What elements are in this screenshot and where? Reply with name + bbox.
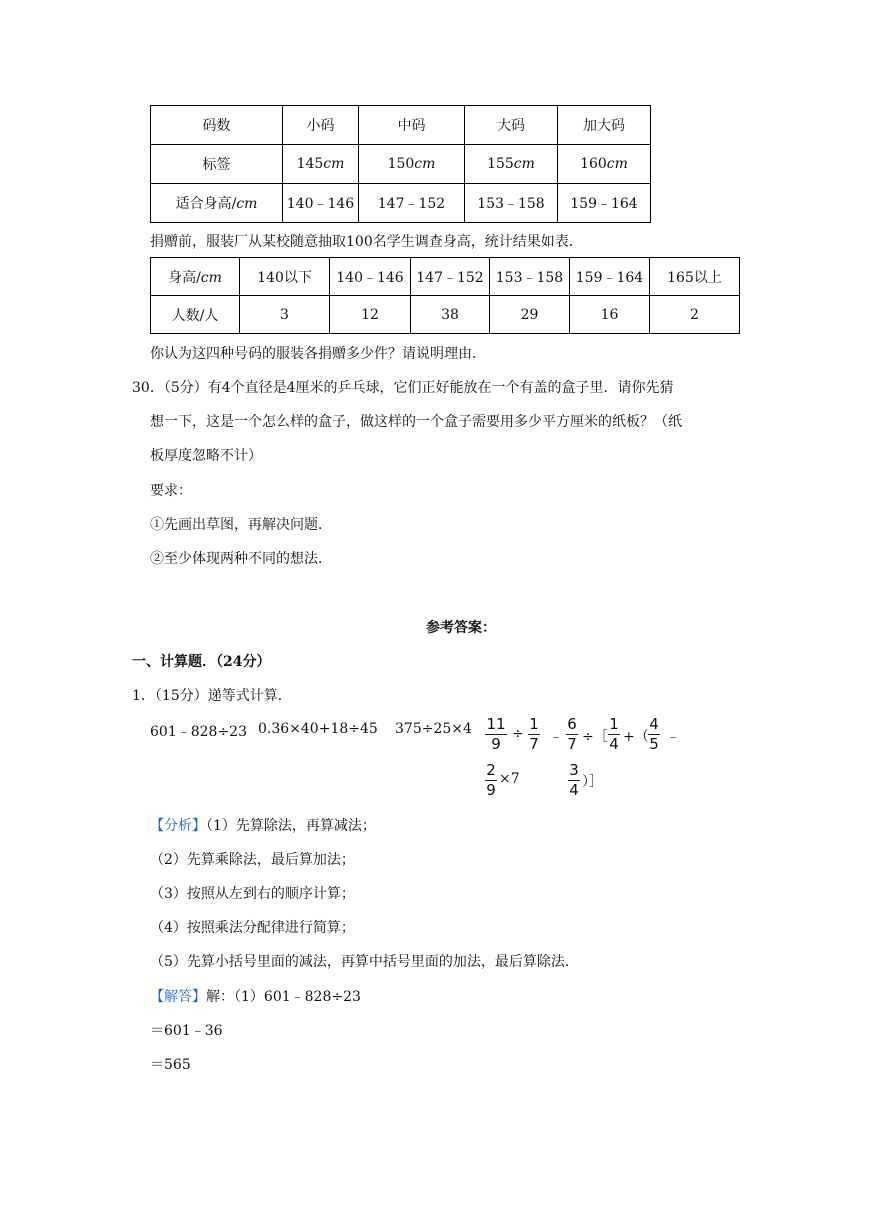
operator: ﹣ <box>666 729 680 745</box>
analysis-line: （3）按照从左到右的顺序计算； <box>150 886 355 902</box>
solution-line: 【解答】解：（1）601﹣828÷23 <box>150 989 361 1005</box>
survey-intro: 捐赠前，服装厂从某校随意抽取100名学生调查身高，统计结果如表． <box>150 234 583 250</box>
table-header-cell: 140﹣146 <box>330 258 411 296</box>
fraction: 11 9 <box>486 715 506 753</box>
table-header-cell: 153﹣158 <box>490 258 570 296</box>
table-cell: 12 <box>330 296 411 334</box>
table-header-cell: 159﹣164 <box>570 258 650 296</box>
solution-tag: 【解答】 <box>150 989 206 1005</box>
analysis-line: 【分析】（1）先算除法，再算减法； <box>150 818 376 834</box>
table-header-cell: 165以上 <box>650 258 740 296</box>
operator: ﹣ <box>549 729 563 745</box>
table-cell: 适合身高/cm <box>151 184 283 223</box>
answers-title: 参考答案： <box>426 620 496 636</box>
table-cell: 160cm <box>558 145 651 184</box>
section-title: 一、计算题．（24分） <box>132 654 271 670</box>
table-header-cell: 大码 <box>465 106 558 145</box>
operator: ×7 <box>499 771 520 787</box>
table-row <box>151 106 651 145</box>
table-cell: 人数/人 <box>151 296 240 334</box>
table-cell: 147﹣152 <box>359 184 465 223</box>
operator: +（ <box>623 729 649 745</box>
question-29-tail: 你认为这四种号码的服装各捐赠多少件？请说明理由． <box>150 346 486 362</box>
analysis-line: （2）先算乘除法，最后算加法； <box>150 852 355 868</box>
table-cell: 145cm <box>283 145 359 184</box>
table-header-cell: 140以下 <box>240 258 330 296</box>
requirement-item: ②至少体现两种不同的想法． <box>150 551 332 567</box>
question-30-line: 板厚度忽略不计） <box>150 448 262 464</box>
table-cell: 2 <box>650 296 740 334</box>
table-header-cell: 中码 <box>359 106 465 145</box>
table-row <box>151 296 740 334</box>
expression: 601﹣828÷23 <box>150 724 247 740</box>
size-table <box>150 105 651 223</box>
table-cell: 3 <box>240 296 330 334</box>
table-header-cell: 小码 <box>283 106 359 145</box>
question-30-line: 30．（5分）有4个直径是4厘米的乒乓球，它们正好能放在一个有盖的盒子里．请你先猜 <box>132 380 674 396</box>
operator: ÷［ <box>582 729 608 745</box>
table-cell: 153﹣158 <box>465 184 558 223</box>
fraction: 4 5 <box>649 715 659 753</box>
table-cell: 140﹣146 <box>283 184 359 223</box>
table-cell: 155cm <box>465 145 558 184</box>
table-header-cell: 147﹣152 <box>411 258 490 296</box>
table-cell: 38 <box>411 296 490 334</box>
question-1-title: 1．（15分）递等式计算． <box>132 688 292 704</box>
table-header-cell: 码数 <box>151 106 283 145</box>
fraction: 1 4 <box>609 715 619 753</box>
fraction: 6 7 <box>567 715 577 753</box>
operator: ）］ <box>582 774 603 790</box>
requirement-item: ①先画出草图，再解决问题． <box>150 517 332 533</box>
requirement-title: 要求： <box>150 483 192 499</box>
survey-table <box>150 257 740 334</box>
table-header-cell: 加大码 <box>558 106 651 145</box>
table-cell: 标签 <box>151 145 283 184</box>
solution-line: ＝565 <box>150 1057 191 1073</box>
fraction: 2 9 <box>486 761 496 799</box>
analysis-line: （5）先算小括号里面的减法，再算中括号里面的加法，最后算除法． <box>150 954 579 970</box>
table-row <box>151 258 740 296</box>
table-cell: 29 <box>490 296 570 334</box>
table-row <box>151 145 651 184</box>
table-cell: 159﹣164 <box>558 184 651 223</box>
table-row <box>151 184 651 223</box>
question-30-line: 想一下，这是一个怎么样的盒子，做这样的一个盒子需要用多少平方厘米的纸板？（纸 <box>150 414 682 430</box>
expression: 375÷25×4 <box>395 721 472 737</box>
analysis-tag: 【分析】 <box>150 818 206 834</box>
expression: 0.36×40+18÷45 <box>258 721 378 737</box>
fraction: 3 4 <box>569 761 579 799</box>
solution-line: ＝601﹣36 <box>150 1023 223 1039</box>
fraction: 1 7 <box>529 715 539 753</box>
table-cell: 16 <box>570 296 650 334</box>
table-header-cell: 身高/cm <box>151 258 240 296</box>
analysis-line: （4）按照乘法分配律进行简算； <box>150 920 355 936</box>
table-cell: 150cm <box>359 145 465 184</box>
operator: ÷ <box>512 726 524 742</box>
